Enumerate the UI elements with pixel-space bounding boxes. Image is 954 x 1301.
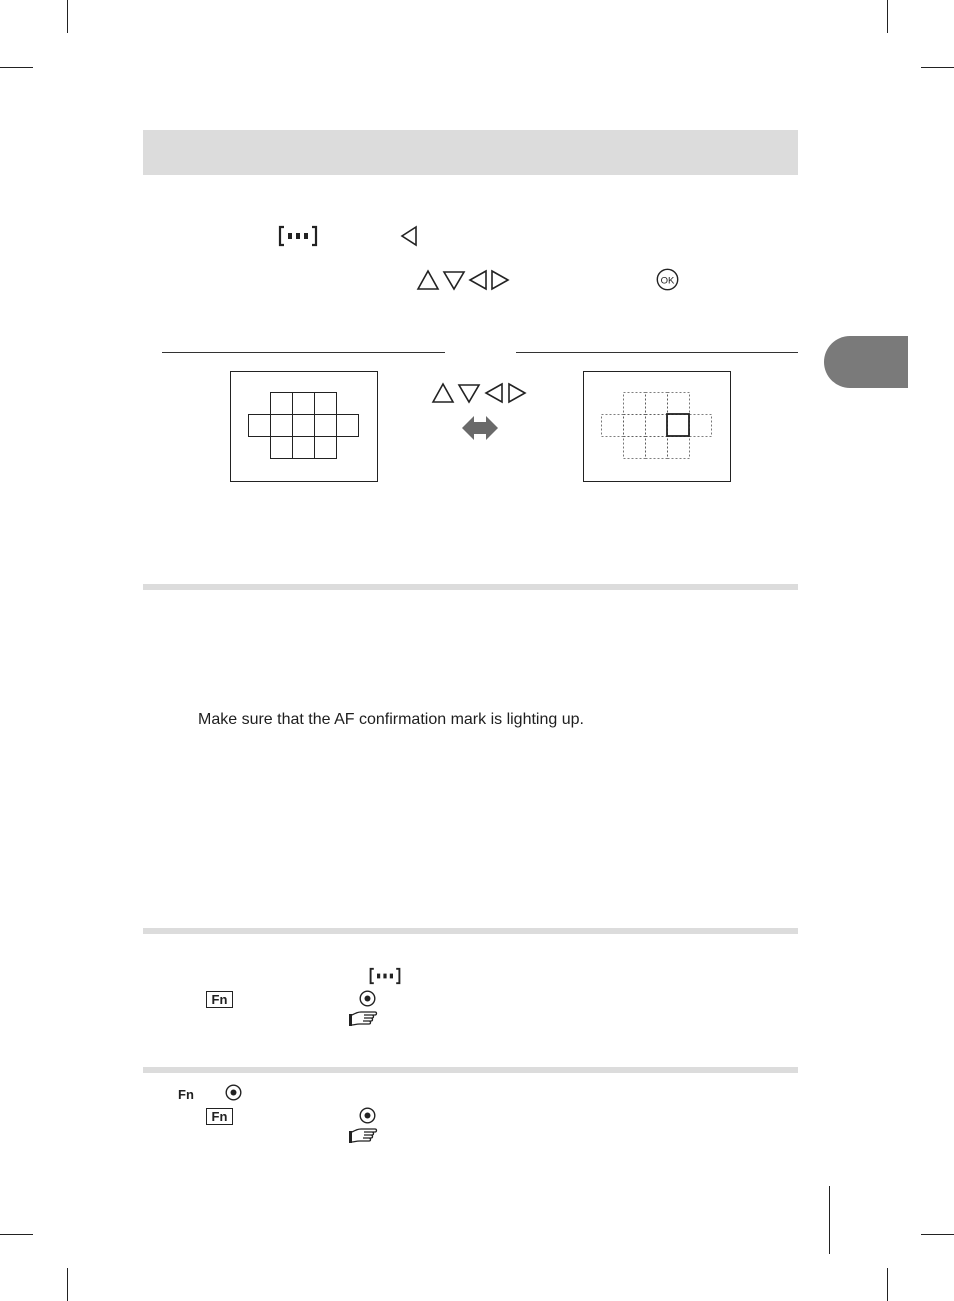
chapter-tab: [824, 336, 908, 388]
fn-button-icon: Fn: [206, 991, 233, 1008]
section-band-4: [143, 1067, 798, 1073]
diagram-rule-right: [516, 352, 798, 353]
crop-mark: [921, 67, 954, 68]
ring-dot-icon: [359, 1107, 376, 1124]
af-target-icon: [369, 967, 401, 985]
diagram-rule-left: [162, 352, 445, 353]
page-edge-line: [829, 1186, 830, 1254]
af-target-icon: [278, 225, 318, 247]
ring-dot-icon: [359, 990, 376, 1007]
fn-button-icon: Fn: [206, 1108, 233, 1125]
left-arrow-icon: [400, 226, 418, 246]
section-band-2: [143, 584, 798, 590]
double-arrow-icon: [462, 416, 498, 440]
ok-button-icon: [656, 268, 679, 291]
fn-label: Fn: [178, 1087, 194, 1102]
arrow-pad-icon: [417, 269, 511, 291]
crop-mark: [0, 67, 33, 68]
section-band-3: [143, 928, 798, 934]
svg-text:OK: OK: [660, 275, 675, 287]
ring-dot-icon: [225, 1084, 242, 1101]
crop-mark: [887, 1268, 888, 1301]
af-target-single-panel: [583, 371, 731, 482]
af-targets-all-panel: [230, 371, 378, 482]
crop-mark: [67, 1268, 68, 1301]
arrow-pad-icon: [432, 382, 528, 404]
crop-mark: [921, 1234, 954, 1235]
crop-mark: [0, 1234, 33, 1235]
af-confirmation-text: Make sure that the AF confirmation mark is lighting up.: [198, 711, 584, 728]
crop-mark: [887, 0, 888, 33]
reference-hand-icon: [348, 1010, 378, 1028]
crop-mark: [67, 0, 68, 33]
reference-hand-icon: [348, 1127, 378, 1145]
section-header-band: [143, 130, 798, 175]
